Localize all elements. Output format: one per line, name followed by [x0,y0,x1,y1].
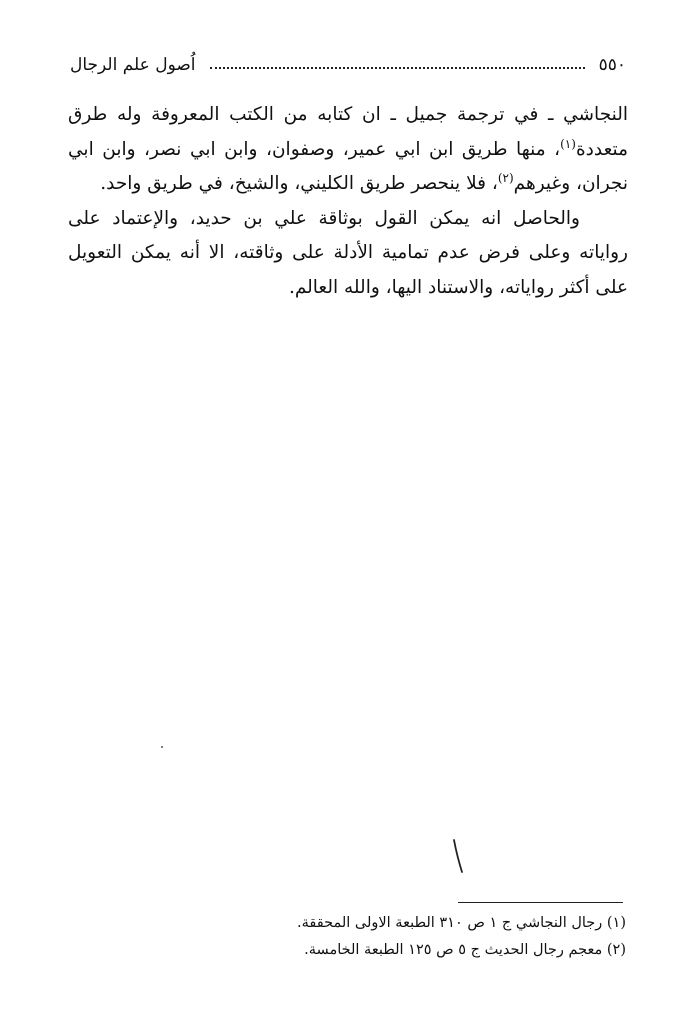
paragraph-1-part-a: النجاشي ـ في ترجمة جميل ـ ان كتابه من الكتب المعروفة وله طرق متعددة [68,104,628,160]
stray-ink-stroke [452,838,464,874]
page-number: ٥٥٠ [598,55,626,75]
paragraph-2: والحاصل انه يمكن القول بوثاقة علي بن حديد، والإعتماد على رواياته وعلى فرض عدم تمامية الأدلة على وثاقته، الا أنه يمكن التعويل على أكثر رواياته، والاستناد اليها، والله العالم. [68,207,628,298]
running-title: اُصول علم الرجال [70,55,196,75]
header-dot-leader [210,67,585,69]
main-text [68,98,628,305]
page-header [70,50,626,80]
footnote-ref-1: (١) [560,136,576,151]
paragraph-1-part-c: ، فلا ينحصر طريق الكليني، والشيخ، في طريق واحد. [100,173,498,194]
footnote-ref-2: (٢) [497,170,514,185]
footnote-2: (٢) معجم رجال الحديث ج ٥ ص ١٢٥ الطبعة الخامسة. [304,942,626,958]
footnote-separator [458,902,623,903]
paragraph-1 [68,98,628,202]
footnote-1: (١) رجال النجاشي ج ١ ص ٣١٠ الطبعة الاولى المحققة. [297,915,626,931]
stray-ink-dot [161,746,163,748]
footnotes [250,910,626,964]
paragraph-1-part-b: ، منها طريق ابن ابي عمير، وصفوان، وابن ابي نصر، وابن ابي نجران، وغيرهم [68,138,628,194]
